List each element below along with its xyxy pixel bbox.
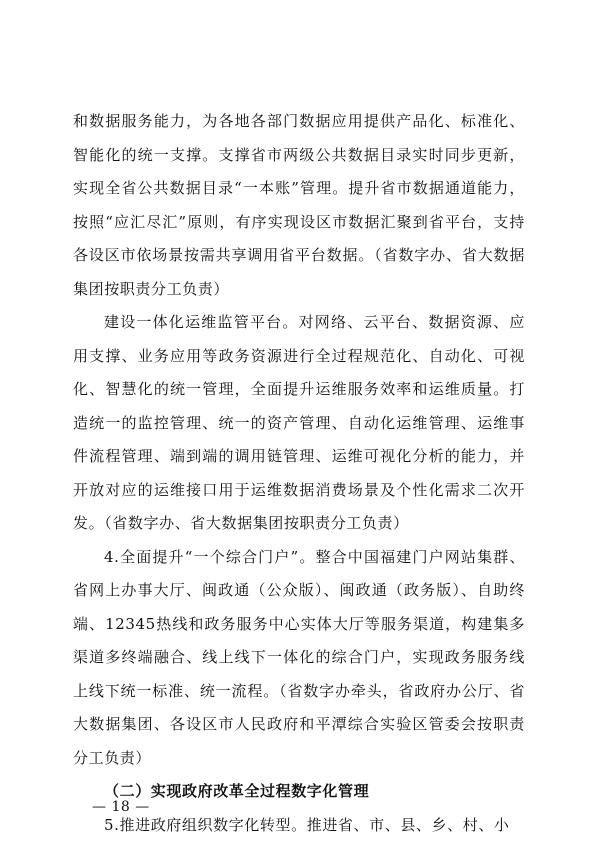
paragraph-government-organization-digital: 5.推进政府组织数字化转型。推进省、市、县、乡、村、小 bbox=[104, 815, 510, 834]
section-heading: （二）实现政府改革全过程数字化管理 bbox=[104, 782, 370, 800]
paragraph-ops-monitoring-platform: 建设一体化运维监管平台。对网络、云平台、数据资源、应用支撑、业务应用等政务资源进行全过程规范化、自动化、可视化、智慧化的统一管理，全面提升运维服务效率和运维质量。打造统一的监控管理、统一的资产管理、自动化运维管理、运维事件流程管理、端到端的调用链管理、运维可视化分析的能力，并开放对应的运维接口用于运维数据消费场景及个性化需求二次开发。（省数字办、省大数据集团按职责分工负责） bbox=[73, 313, 525, 532]
page-number: — 18 — bbox=[92, 799, 150, 815]
paragraph-integrated-portal: 4.全面提升“一个综合门户”。整合中国福建门户网站集群、省网上办事大厅、闽政通（公众版）、闽政通（政务版）、自助终端、12345热线和政务服务中心实体大厅等服务渠道，构建集多渠道多终端融合、线上线下一体化的综合门户，实现政务服务线上线下统一标准、统一流程。（省数字办牵头，省政府办公厅、省大数据集团、各设区市人民政府和平潭综合实验区管委会按职责分工负责） bbox=[73, 547, 525, 767]
paragraph-data-platform-support: 和数据服务能力，为各地各部门数据应用提供产品化、标准化、智能化的统一支撑。支撑省市两级公共数据目录实时同步更新，实现全省公共数据目录“一本账”管理。提升省市数据通道能力，按照“应汇尽汇”原则，有序实现设区市数据汇聚到省平台，支持各设区市依场景按需共享调用省平台数据。（省数字办、省大数据集团按职责分工负责） bbox=[73, 112, 525, 298]
body-text bbox=[73, 105, 525, 842]
